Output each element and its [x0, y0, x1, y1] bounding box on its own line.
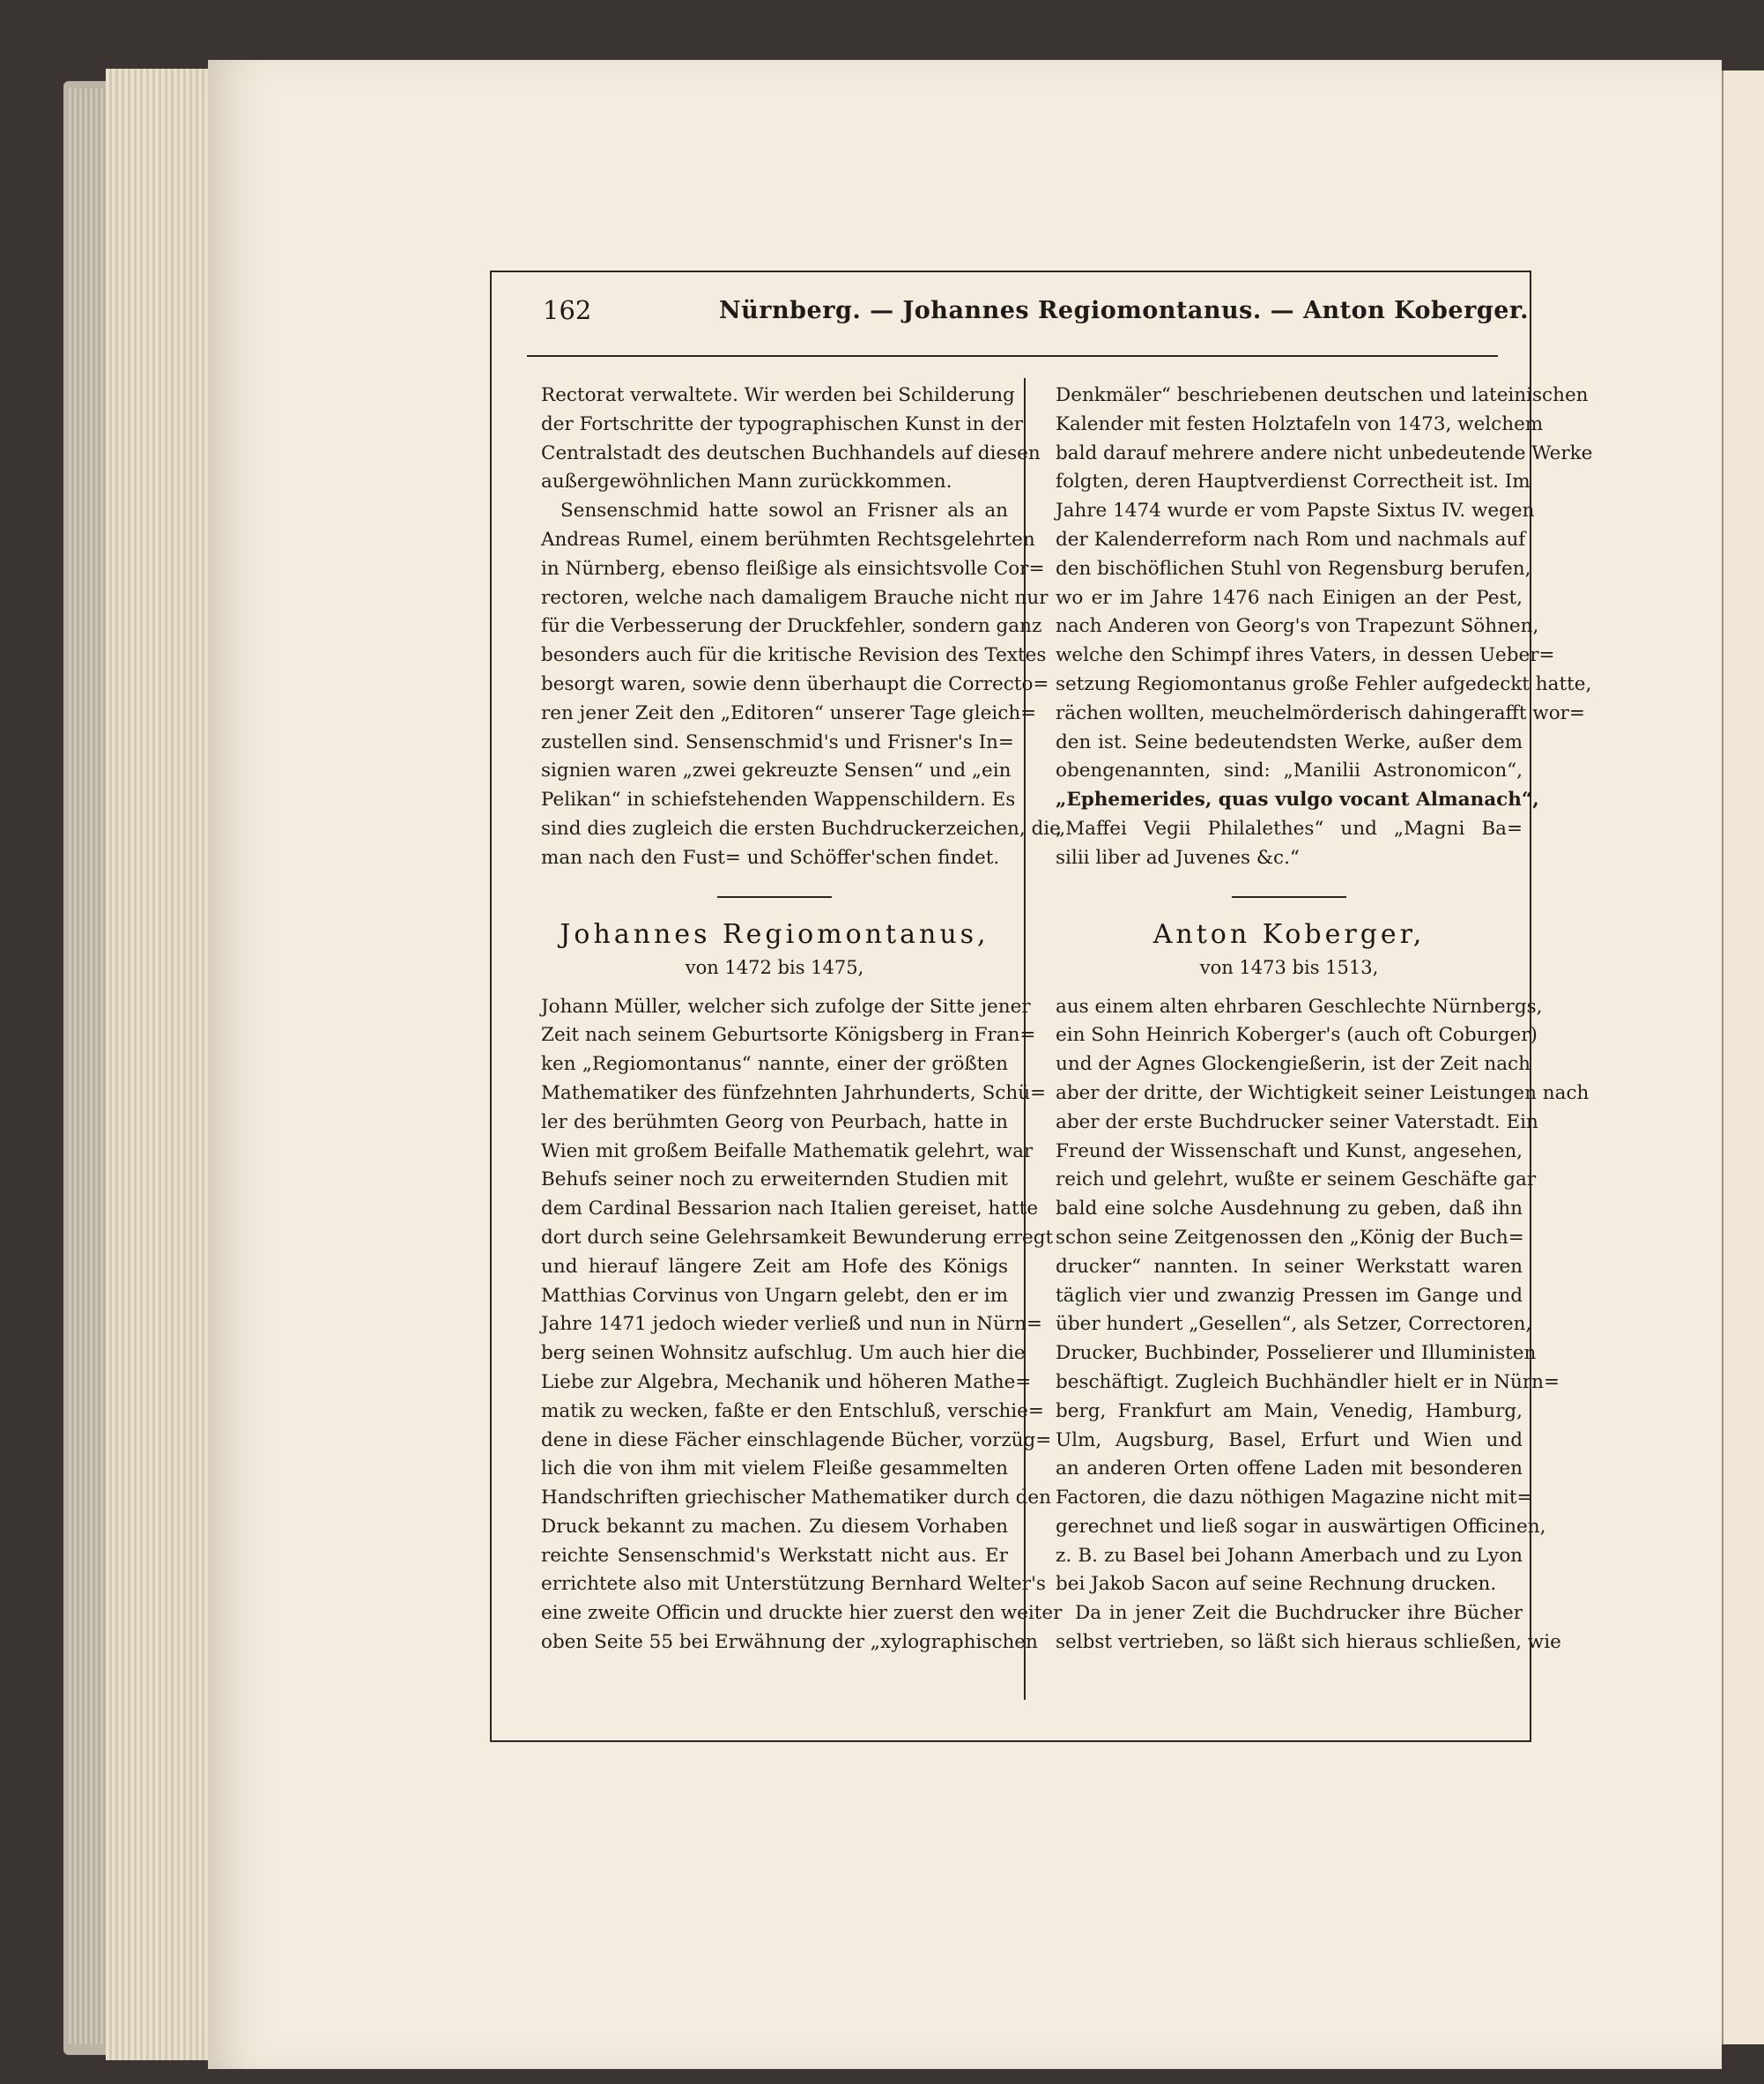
- text-line: aber der erste Buchdrucker seiner Vaterstadt. Ein: [1056, 1110, 1538, 1133]
- text-line: der Kalenderreform nach Rom und nachmals auf: [1056, 528, 1526, 551]
- text-line: Matthias Corvinus von Ungarn gelebt, den er im: [541, 1284, 1008, 1307]
- text-line: Zeit nach seinem Geburtsorte Königsberg in Fran=: [541, 1024, 1036, 1047]
- text-line: Andreas Rumel, einem berühmten Rechtsgelehrten: [541, 528, 1035, 551]
- text-line: Jahre 1471 jedoch wieder verließ und nun in Nürn=: [541, 1313, 1042, 1336]
- section-separator: [1232, 896, 1346, 898]
- text-line: außergewöhnlichen Mann zurückkommen.: [541, 471, 952, 493]
- section-title-koberger: Anton Koberger,: [1153, 918, 1426, 950]
- text-line: Sensenschmid hatte sowol an Frisner als an: [560, 500, 1008, 523]
- koberger-paragraph: [1056, 993, 1590, 1600]
- text-line: Druck bekannt zu machen. Zu diesem Vorhaben: [541, 1515, 1008, 1538]
- regiomontanus-paragraph: [541, 993, 1063, 1658]
- text-line: Jahre 1474 wurde er vom Papste Sixtus IV. wegen: [1056, 500, 1535, 523]
- section-dates: von 1472 bis 1475,: [685, 956, 864, 978]
- section-separator: [717, 896, 832, 898]
- text-line: Wien mit großem Beifalle Mathematik gelehrt, war: [541, 1139, 1034, 1162]
- text-line: Behufs seiner noch zu erweiternden Studien mit: [541, 1168, 1008, 1191]
- text-line: man nach den Fust= und Schöffer'schen findet.: [541, 846, 1000, 869]
- book-spine-cloth: [69, 88, 106, 2044]
- text-line: ler des berühmten Georg von Peurbach, hatte in: [541, 1110, 1008, 1133]
- text-line: silii liber ad Juvenes &c.“: [1056, 846, 1300, 869]
- text-line: rectoren, welche nach damaligem Brauche nicht nur: [541, 586, 1049, 609]
- left-paragraph-sensenschmid: [541, 497, 1061, 872]
- text-line: oben Seite 55 bei Erwähnung der „xylographischen: [541, 1631, 1038, 1654]
- text-line: Johann Müller, welcher sich zufolge der Sitte jener: [541, 995, 1031, 1018]
- text-line: berg seinen Wohnsitz aufschlug. Um auch hier die: [541, 1342, 1026, 1365]
- text-line: Drucker, Buchbinder, Posselierer und Illuministen: [1056, 1342, 1537, 1365]
- text-line: aus einem alten ehrbaren Geschlechte Nürnbergs,: [1056, 995, 1543, 1018]
- text-line: Freund der Wissenschaft und Kunst, angesehen,: [1056, 1139, 1523, 1162]
- text-line: lich die von ihm mit vielem Fleiße gesammelten: [541, 1457, 1008, 1480]
- text-line: Mathematiker des fünfzehnten Jahrhunderts, Schü=: [541, 1081, 1047, 1104]
- text-line: Rectorat verwaltete. Wir werden bei Schilderung: [541, 384, 1015, 406]
- header-rule: [527, 355, 1498, 357]
- section-dates: von 1473 bis 1513,: [1199, 956, 1379, 978]
- page-header: [492, 295, 1530, 330]
- text-line: signien waren „zwei gekreuzte Sensen“ und „ein: [541, 760, 1012, 782]
- text-line: gerechnet und ließ sogar in auswärtigen Officinen,: [1056, 1515, 1546, 1538]
- left-intro-paragraph: [541, 382, 1041, 497]
- left-column: [541, 382, 1063, 1658]
- text-line: den ist. Seine bedeutendsten Werke, außer dem: [1056, 731, 1523, 753]
- text-frame: [490, 271, 1593, 1742]
- text-line: setzung Regiomontanus große Fehler aufgedeckt hatte,: [1056, 672, 1592, 695]
- text-line: sind dies zugleich die ersten Buchdruckerzeichen, die: [541, 817, 1061, 840]
- text-line: reich und gelehrt, wußte er seinem Geschäfte gar: [1056, 1168, 1537, 1191]
- right-column: [1056, 382, 1593, 1658]
- page-number: 162: [543, 295, 592, 325]
- text-line: drucker“ nannten. In seiner Werkstatt waren: [1056, 1255, 1523, 1278]
- text-line: den bischöflichen Stuhl von Regensburg berufen,: [1056, 557, 1531, 580]
- text-line: eine zweite Officin und druckte hier zuerst den weiter: [541, 1602, 1063, 1625]
- text-line: besorgt waren, sowie denn überhaupt die Correcto=: [541, 672, 1049, 695]
- text-line: z. B. zu Basel bei Johann Amerbach und zu Lyon: [1056, 1544, 1523, 1567]
- text-line: reichte Sensenschmid's Werkstatt nicht aus. Er: [541, 1544, 1008, 1567]
- text-line: ein Sohn Heinrich Koberger's (auch oft Coburger): [1056, 1024, 1538, 1047]
- text-line: über hundert „Gesellen“, als Setzer, Correctoren,: [1056, 1313, 1532, 1336]
- text-line: folgten, deren Hauptverdienst Correctheit ist. Im: [1056, 471, 1531, 493]
- text-line: besonders auch für die kritische Revision des Textes: [541, 644, 1047, 667]
- text-line: nach Anderen von Georg's von Trapezunt Söhnen,: [1056, 615, 1539, 638]
- text-line: errichtete also mit Unterstützung Bernhard Welter's: [541, 1573, 1046, 1596]
- text-line: bald darauf mehrere andere nicht unbedeutende Werke: [1056, 441, 1593, 464]
- text-line: Kalender mit festen Holztafeln von 1473, welchem: [1056, 412, 1544, 435]
- text-line: „Maffei Vegii Philalethes“ und „Magni Ba=: [1056, 817, 1523, 840]
- text-line: dem Cardinal Bessarion nach Italien gereiset, hatte: [541, 1198, 1039, 1220]
- text-line: schon seine Zeitgenossen den „König der Buch=: [1056, 1226, 1524, 1249]
- text-line: dort durch seine Gelehrsamkeit Bewunderung erregt: [541, 1226, 1054, 1249]
- text-line: zustellen sind. Sensenschmid's und Frisner's In=: [541, 731, 1014, 753]
- text-line: dene in diese Fächer einschlagende Bücher, vorzüg=: [541, 1428, 1052, 1451]
- text-line: Factoren, die dazu nöthigen Magazine nicht mit=: [1056, 1487, 1533, 1509]
- text-line: Centralstadt des deutschen Buchhandels auf diesen: [541, 441, 1041, 464]
- right-closing-paragraph: [1056, 1599, 1561, 1658]
- text-line: Pelikan“ in schiefstehenden Wappenschildern. Es: [541, 789, 1016, 812]
- text-line: wo er im Jahre 1476 nach Einigen an der Pest,: [1056, 586, 1523, 609]
- text-line: in Nürnberg, ebenso fleißige als einsichtsvolle Cor=: [541, 557, 1045, 580]
- text-line: an anderen Orten offene Laden mit besonderen: [1056, 1457, 1523, 1480]
- text-line: ren jener Zeit den „Editoren“ unserer Tage gleich=: [541, 701, 1037, 724]
- text-line: Ulm, Augsburg, Basel, Erfurt und Wien und: [1056, 1428, 1523, 1451]
- text-line: obengenannten, sind: „Manilii Astronomicon“,: [1056, 760, 1523, 782]
- text-line: selbst vertrieben, so läßt sich hieraus schließen, wie: [1056, 1631, 1561, 1654]
- section-title-regiomontanus: Johannes Regiomontanus,: [560, 918, 989, 950]
- text-line: Handschriften griechischer Mathematiker durch den: [541, 1487, 1051, 1509]
- text-line: berg, Frankfurt am Main, Venedig, Hamburg,: [1056, 1399, 1523, 1422]
- text-line: der Fortschritte der typographischen Kunst in der: [541, 412, 1023, 435]
- text-line: täglich vier und zwanzig Pressen im Gange und: [1056, 1284, 1523, 1307]
- right-intro-paragraph: [1056, 382, 1593, 873]
- text-line: für die Verbesserung der Druckfehler, sondern ganz: [541, 615, 1042, 638]
- facing-page-edge: [1722, 70, 1764, 2044]
- text-line: ken „Regiomontanus“ nannte, einer der größten: [541, 1053, 1008, 1076]
- text-line: beschäftigt. Zugleich Buchhändler hielt er in Nürn=: [1056, 1370, 1560, 1393]
- text-line: aber der dritte, der Wichtigkeit seiner Leistungen nach: [1056, 1081, 1590, 1104]
- text-line: welche den Schimpf ihres Vaters, in dessen Ueber=: [1056, 644, 1555, 667]
- text-line: Liebe zur Algebra, Mechanik und höheren Mathe=: [541, 1370, 1032, 1393]
- text-line: bald eine solche Ausdehnung zu geben, daß ihn: [1056, 1198, 1523, 1220]
- text-line: Denkmäler“ beschriebenen deutschen und lateinischen: [1056, 384, 1589, 406]
- text-line: matik zu wecken, faßte er den Entschluß, verschie=: [541, 1399, 1044, 1422]
- text-line: Da in jener Zeit die Buchdrucker ihre Bücher: [1075, 1602, 1523, 1625]
- text-line: und der Agnes Glockengießerin, ist der Zeit nach: [1056, 1053, 1531, 1076]
- text-line: rächen wollten, meuchelmörderisch dahingerafft wor=: [1056, 701, 1585, 724]
- text-line: „Ephemerides, quas vulgo vocant Almanach“,: [1056, 789, 1539, 812]
- running-head: Nürnberg. — Johannes Regiomontanus. — Anton Koberger.: [719, 297, 1530, 324]
- text-line: bei Jakob Sacon auf seine Rechnung drucken.: [1056, 1573, 1497, 1596]
- text-line: und hierauf längere Zeit am Hofe des Königs: [541, 1255, 1008, 1278]
